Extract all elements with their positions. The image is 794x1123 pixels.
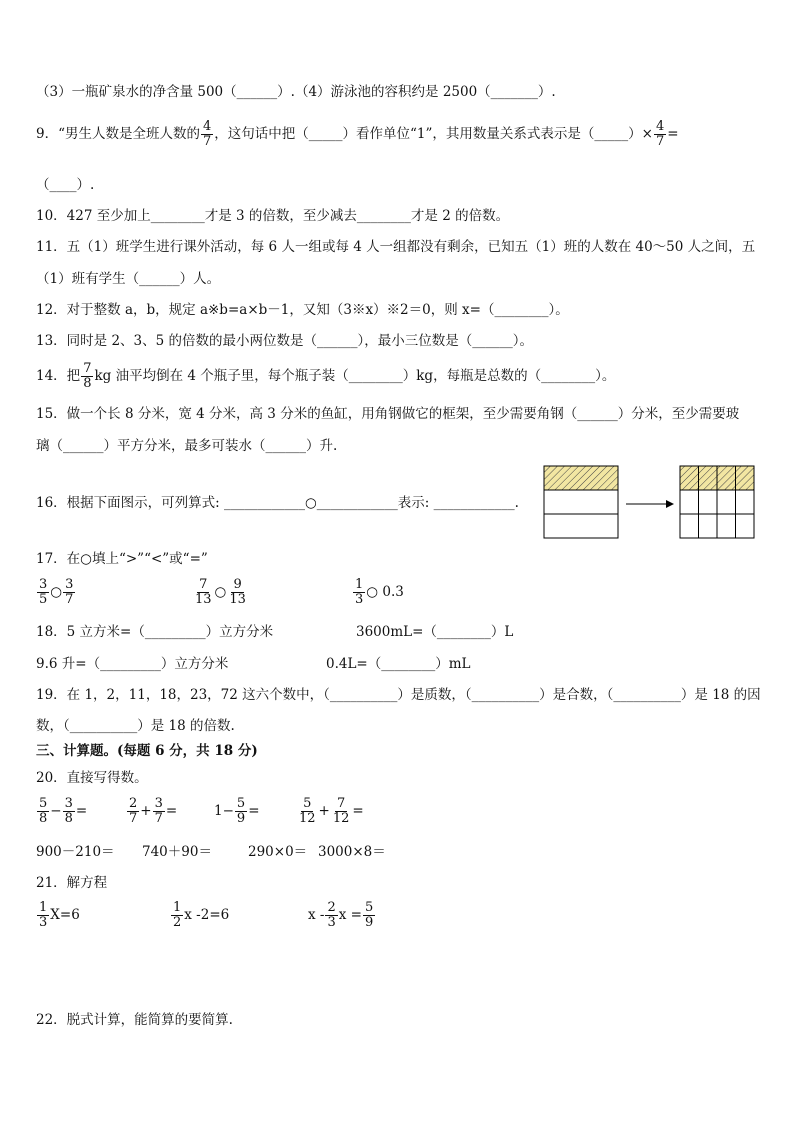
q14-text-b: kg 油平均倒在 4 个瓶子里，每个瓶子装（________）kg，每瓶是总数的（________）。	[94, 368, 616, 384]
rectangle-divided	[680, 466, 754, 538]
q9-text-a: 9．“男生人数是全班人数的	[36, 126, 200, 142]
prefix: x -	[308, 907, 325, 923]
question-11-line2: （1）班有学生（______）人。	[36, 271, 221, 287]
question-19-line1: 19．在 1，2，11，18，23，72 这六个数中，（__________）是质数，（__________）是合数，（__________）是 18 的因	[36, 687, 761, 703]
numerator: 3	[154, 796, 163, 811]
numerator: 4	[203, 119, 212, 134]
q9-text-b: ，这句话中把（_____）看作单位“1”，其用数量关系式表示是（_____）×	[214, 126, 653, 142]
denominator: 7	[154, 811, 163, 826]
question-20-title: 20．直接写得数。	[36, 770, 148, 786]
q21-equation-1	[36, 901, 80, 930]
question-15-line1: 15．做一个长 8 分米，宽 4 分米，高 3 分米的鱼缸，用角钢做它的框架，至少需要角钢（______）分米，至少需要玻	[36, 406, 740, 422]
numerator: 2	[129, 796, 138, 811]
fraction	[325, 901, 337, 930]
numerator: 7	[199, 577, 208, 592]
q21-equation-2	[170, 901, 229, 930]
fraction	[127, 797, 139, 826]
numerator: 5	[303, 796, 312, 811]
q20-expr-2	[126, 797, 177, 826]
middle: x =	[338, 907, 362, 923]
q16-diagram	[540, 462, 760, 544]
numerator: 3	[39, 577, 48, 592]
question-13: 13．同时是 2、3、5 的倍数的最小两位数是（______），最小三位数是（______）。	[36, 333, 534, 349]
q14-fraction	[81, 362, 93, 391]
fraction	[235, 797, 247, 826]
q18-a: 18．5 立方米=（_________）立方分米	[36, 624, 274, 640]
denominator: 2	[173, 915, 182, 930]
q17-compare-b	[192, 578, 249, 607]
fraction	[227, 578, 248, 607]
question-12: 12．对于整数 a，b，规定 a※b=a×b－1，又知（3※x）※2＝0，则 x=（________）。	[36, 302, 569, 318]
q20-calc-4: 3000×8＝	[318, 844, 386, 860]
numerator: 2	[327, 900, 336, 915]
denominator: 7	[655, 134, 665, 149]
equals: =	[75, 803, 88, 819]
numerator: 7	[83, 361, 92, 376]
numerator: 1	[355, 577, 364, 592]
fraction	[37, 901, 49, 930]
question-19-line2: 数，（__________）是 18 的倍数.	[36, 718, 235, 734]
q17-compare-a	[36, 578, 76, 607]
q17-compare-c	[352, 578, 404, 607]
denominator: 8	[83, 376, 92, 391]
q20-calc-3: 290×0＝	[248, 844, 308, 860]
fraction	[193, 578, 214, 607]
fraction	[297, 797, 318, 826]
denominator: 12	[332, 811, 350, 826]
compare-circle[interactable]: ○ 0.3	[366, 584, 404, 600]
question-22: 22．脱式计算，能简算的要简算.	[36, 1012, 233, 1028]
q21-equation-3	[308, 901, 376, 930]
denominator: 7	[65, 592, 74, 607]
question-11-line1: 11．五（1）班学生进行课外活动，每 6 人一组或每 4 人一组都没有剩余，已知五（1）班的人数在 40～50 人之间，五	[36, 239, 756, 255]
question-17-title: 17．在○填上“>”“<”或“=”	[36, 551, 208, 567]
equation-rest: X=6	[50, 907, 80, 923]
denominator: 13	[229, 592, 246, 607]
fraction	[171, 901, 183, 930]
q18-d: 0.4L=（________）mL	[326, 656, 471, 672]
question-9-line2: （____）.	[36, 177, 95, 193]
fraction	[363, 901, 375, 930]
denominator: 13	[195, 592, 212, 607]
q20-expr-1	[36, 797, 87, 826]
question-8-part2: （3）一瓶矿泉水的净含量 500（______）.（4）游泳池的容积约是 2500（_______）.	[36, 84, 556, 100]
q20-calc-1: 900－210＝	[36, 844, 115, 860]
denominator: 8	[64, 811, 73, 826]
operator: +	[318, 803, 330, 819]
denominator: 5	[39, 592, 48, 607]
q18-c: 9.6 升=（_________）立方分米	[36, 656, 229, 672]
q9-text-c: =	[667, 126, 679, 142]
denominator: 9	[236, 811, 246, 826]
numerator: 9	[233, 577, 242, 592]
prefix: 1−	[214, 803, 234, 819]
equals: =	[352, 803, 364, 819]
equals: =	[248, 803, 260, 819]
operator: −	[50, 803, 62, 819]
q20-expr-3	[214, 797, 260, 826]
denominator: 8	[39, 811, 48, 826]
operator: +	[140, 803, 152, 819]
numerator: 3	[65, 577, 74, 592]
q9-fraction-2	[654, 120, 666, 149]
denominator: 7	[203, 134, 212, 149]
denominator: 9	[364, 915, 374, 930]
fraction	[63, 578, 75, 607]
question-14	[36, 362, 615, 391]
denominator: 3	[39, 915, 48, 930]
numerator: 5	[236, 796, 246, 811]
section-3-heading: 三、计算题。(每题 6 分，共 18 分)	[36, 743, 258, 759]
fraction	[37, 797, 49, 826]
denominator: 3	[327, 915, 336, 930]
numerator: 4	[655, 119, 665, 134]
fraction	[63, 797, 75, 826]
question-15-line2: 璃（______）平方分米，最多可装水（______）升.	[36, 438, 338, 454]
rectangle-whole	[544, 466, 618, 538]
q20-expr-4	[296, 797, 364, 826]
numerator: 1	[173, 900, 182, 915]
numerator: 5	[39, 796, 48, 811]
denominator: 7	[129, 811, 138, 826]
arrow-icon	[626, 500, 674, 508]
question-21-title: 21．解方程	[36, 875, 108, 891]
fraction	[353, 578, 365, 607]
q20-calc-2: 740＋90＝	[142, 844, 212, 860]
fraction	[37, 578, 49, 607]
fraction	[331, 797, 352, 826]
q18-b: 3600mL=（________）L	[356, 624, 514, 640]
q9-fraction-1	[201, 120, 213, 149]
q14-text-a: 14．把	[36, 368, 81, 384]
compare-circle[interactable]: ○	[214, 584, 227, 600]
question-16: 16．根据下面图示，可列算式: ____________○____________表示: ____________.	[36, 495, 519, 511]
question-10: 10．427 至少加上________才是 3 的倍数，至少减去________才是 2 的倍数。	[36, 208, 510, 224]
numerator: 7	[336, 796, 346, 811]
compare-circle[interactable]: ○	[50, 584, 63, 600]
denominator: 12	[299, 811, 316, 826]
equation-rest: x -2=6	[184, 907, 230, 923]
fraction	[153, 797, 165, 826]
denominator: 3	[355, 592, 364, 607]
numerator: 1	[39, 900, 48, 915]
numerator: 5	[364, 900, 374, 915]
numerator: 3	[64, 796, 73, 811]
question-9	[36, 120, 679, 149]
equals: =	[165, 803, 178, 819]
